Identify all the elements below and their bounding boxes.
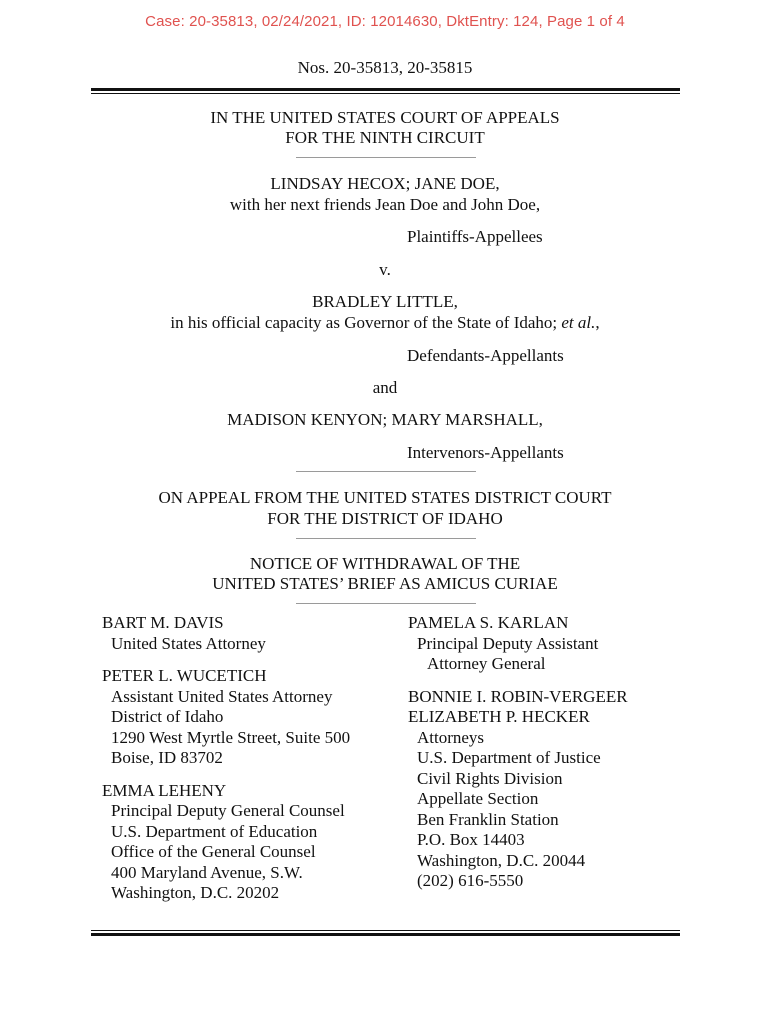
plaintiffs-detail: with her next friends Jean Doe and John Doe, [229,195,541,214]
counsel-name: BONNIE I. ROBIN-VERGEER [408,686,628,706]
counsel-department: U.S. Department of Justice [417,748,601,767]
counsel-city: Boise, ID 83702 [111,748,223,767]
counsel-address: 400 Maryland Avenue, S.W. [111,862,303,882]
counsel-name: EMMA LEHENY [102,780,227,800]
intervenors-names: MADISON KENYON; MARY MARSHALL, [227,410,543,429]
right-counsel-column [408,613,628,904]
conjunction-and: and [372,378,398,397]
counsel-title: Assistant United States Attorney [111,686,333,706]
counsel-title: Principal Deputy Assistant [417,633,599,653]
counsel-title: Attorneys [417,727,485,747]
intervenors-role: Intervenors-Appellants [407,443,564,462]
counsel-block-wucetich [102,666,350,769]
counsel-address: 1290 West Myrtle Street, Suite 500 [111,727,351,747]
plaintiffs-role: Plaintiffs-Appellees [407,227,543,246]
defendants-names: BRADLEY LITTLE, [312,292,458,311]
separator-rule [296,157,476,158]
counsel-name: PAMELA S. KARLAN [408,613,569,632]
counsel-block-davis [102,613,350,654]
counsel-block-karlan [408,613,628,675]
counsel-block-doj-attorneys [408,687,628,892]
court-name-line1: IN THE UNITED STATES COURT OF APPEALS [210,108,560,127]
appeal-line2: FOR THE DISTRICT OF IDAHO [267,509,503,528]
left-counsel-column [102,613,350,916]
counsel-po-box: P.O. Box 14403 [417,830,525,849]
counsel-section: Appellate Section [417,789,539,808]
separator-rule [296,538,476,539]
document-title-line1: NOTICE OF WITHDRAWAL OF THE [249,554,521,573]
counsel-title: Principal Deputy General Counsel [111,801,345,820]
plaintiffs-names: LINDSAY HECOX; JANE DOE, [270,174,500,193]
counsel-name: PETER L. WUCETICH [102,666,267,685]
counsel-division: Civil Rights Division [417,768,563,788]
bottom-double-rule [91,930,680,936]
counsel-title-cont: Attorney General [427,654,546,673]
counsel-city: Washington, D.C. 20044 [417,850,586,870]
counsel-department: U.S. Department of Education [111,821,318,841]
counsel-name: ELIZABETH P. HECKER [408,707,590,726]
counsel-office: Office of the General Counsel [111,842,316,861]
defendants-detail: in his official capacity as Governor of the State of Idaho; et al., [170,313,600,332]
counsel-station: Ben Franklin Station [417,809,559,829]
counsel-office: District of Idaho [111,707,224,726]
versus: v. [379,260,391,279]
appeal-line1: ON APPEAL FROM THE UNITED STATES DISTRICT COURT [158,488,612,507]
defendants-role: Defendants-Appellants [407,346,564,365]
counsel-name: BART M. DAVIS [102,613,224,632]
separator-rule [296,603,476,604]
counsel-city: Washington, D.C. 20202 [111,883,280,902]
counsel-phone: (202) 616-5550 [417,871,524,890]
separator-rule [296,471,476,472]
court-name-line2: FOR THE NINTH CIRCUIT [285,128,485,147]
counsel-title: United States Attorney [111,633,266,653]
case-header-stamp: Case: 20-35813, 02/24/2021, ID: 12014630, DktEntry: 124, Page 1 of 4 [145,13,625,30]
counsel-block-leheny [102,781,350,904]
case-numbers: Nos. 20-35813, 20-35815 [297,58,473,77]
top-double-rule [91,88,680,94]
document-title-line2: UNITED STATES’ BRIEF AS AMICUS CURIAE [212,574,558,593]
